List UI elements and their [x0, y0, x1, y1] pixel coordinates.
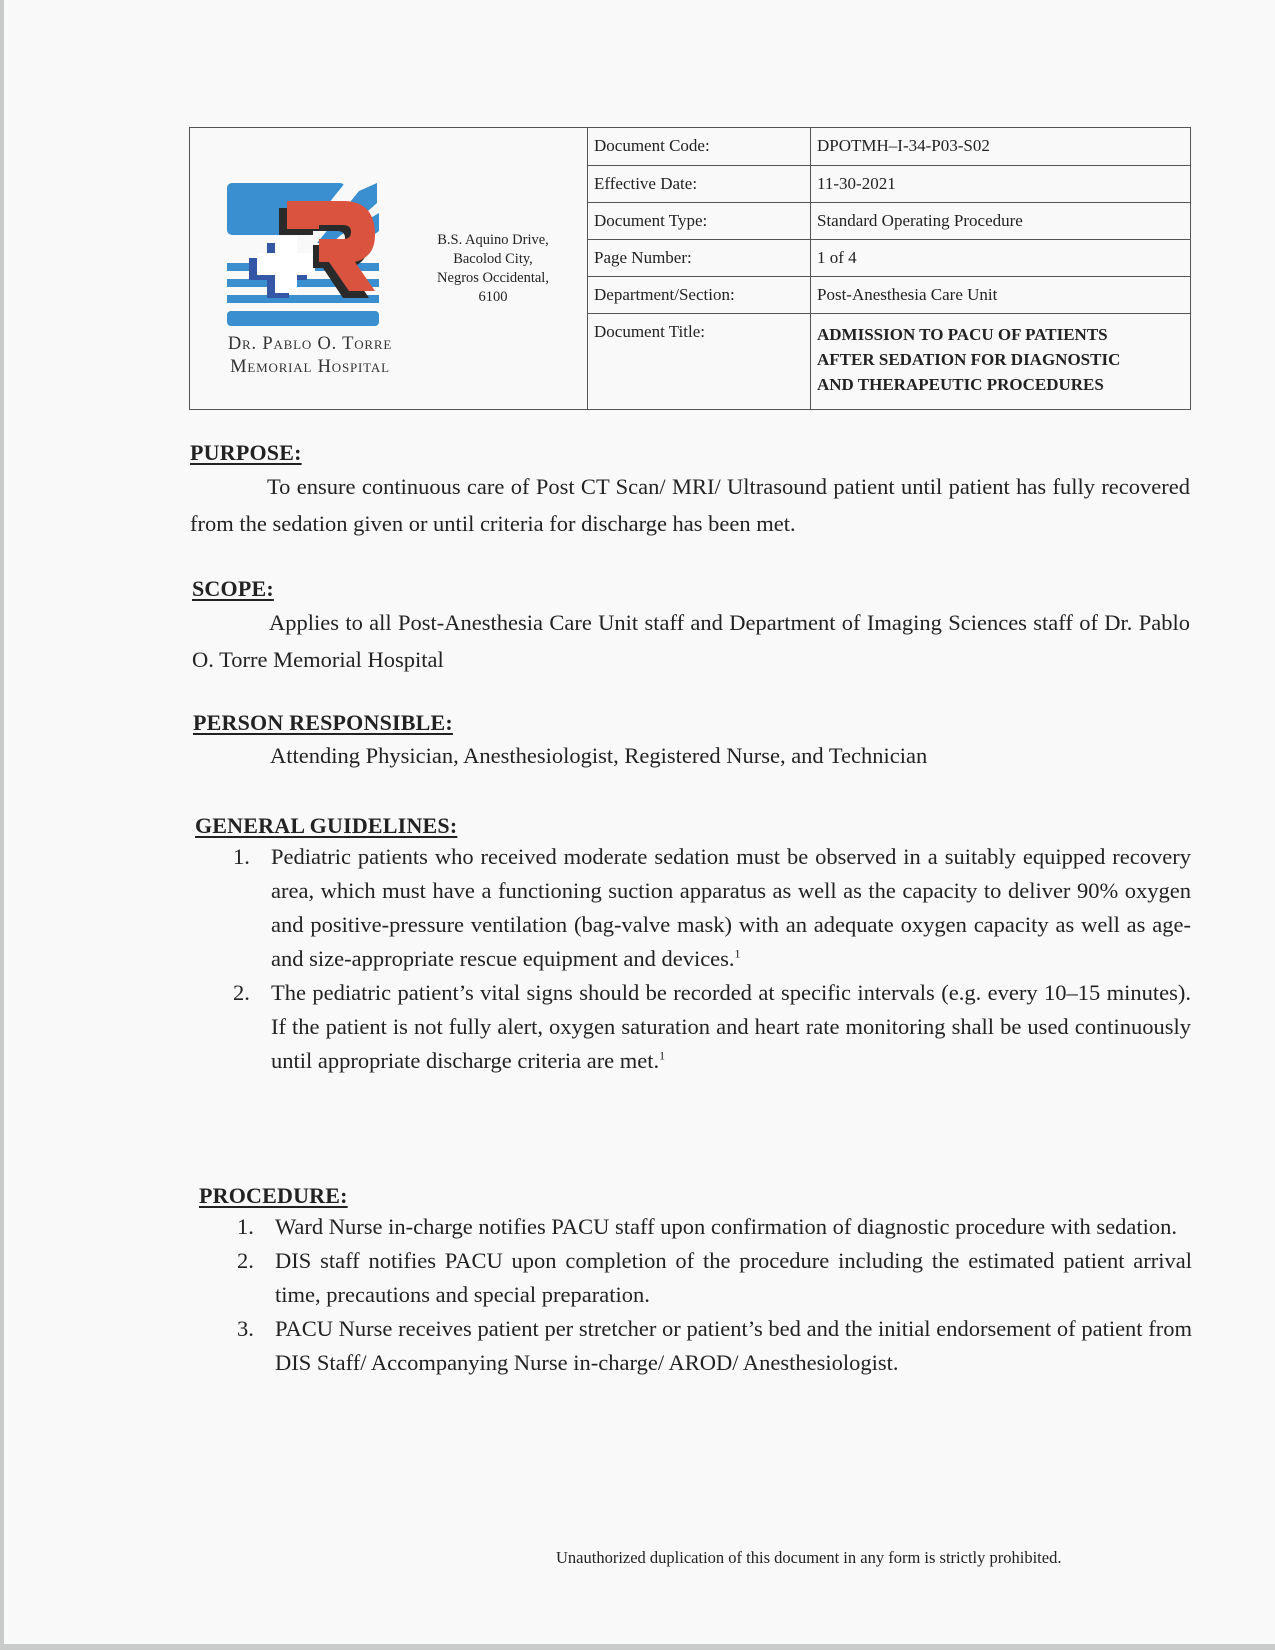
guideline-item: 2. The pediatric patient’s vital signs should be recorded at specific intervals (e.g. every 10–15 minutes). If the patient is not fully alert, oxygen saturation and heart rate monitoring shall be used continuously until appropriate discharge criteria are met.$^1$: [233, 980, 1191, 1073]
footnote-ref: 1: [734, 946, 741, 961]
hospital-name: Dr. Pablo O. Torre Memorial Hospital: [227, 334, 393, 377]
procedure-step: 3. PACU Nurse receives patient per stretcher or patient’s bed and the initial endorsement of patient from DIS Staff/ Accompanying Nurse in-charge/ AROD/ Anesthesiologist.: [237, 1316, 1192, 1375]
procedure-list: [237, 1210, 1192, 1380]
purpose-heading: PURPOSE:: [190, 440, 302, 465]
general-guidelines-heading: GENERAL GUIDELINES:: [195, 813, 458, 838]
procedure-step: 1. Ward Nurse in-charge notifies PACU staff upon confirmation of diagnostic procedure with sedation.: [237, 1214, 1177, 1239]
guideline-item: 1. Pediatric patients who received moderate sedation must be observed in a suitably equipped recovery area, which must have a functioning suction apparatus as well as the capacity to deliver 90% oxygen and positive-pressure ventilation (bag-valve mask) with an adequate oxygen capacity as well as age- and size-appropriate rescue equipment and devices.$^1$: [233, 844, 1191, 971]
procedure-heading: PROCEDURE:: [199, 1183, 348, 1208]
scope-heading: SCOPE:: [192, 576, 274, 601]
meta-row-document-title: Document Title: ADMISSION TO PACU OF PATIENTS AFTER SEDATION FOR DIAGNOSTIC AND THERAPEUTIC PROCEDURES: [588, 314, 1190, 409]
document-title: ADMISSION TO PACU OF PATIENTS AFTER SEDATION FOR DIAGNOSTIC AND THERAPEUTIC PROCEDURES: [817, 325, 1121, 394]
person-responsible-text: Attending Physician, Anesthesiologist, Registered Nurse, and Technician: [270, 743, 928, 768]
meta-row-effective-date: Effective Date: 11-30-2021: [588, 166, 1190, 203]
procedure-step: 2. DIS staff notifies PACU upon completion of the procedure including the estimated patient arrival time, precautions and special preparation.: [237, 1248, 1192, 1307]
document-page: [4, 0, 1275, 1644]
meta-row-document-type: Document Type: Standard Operating Procedure: [588, 203, 1190, 240]
hospital-identity-cell: [190, 128, 588, 409]
hospital-logo-icon: [227, 183, 382, 326]
purpose-text: To ensure continuous care of Post CT Scan/ MRI/ Ultrasound patient until patient has fully recovered from the sedation given or until criteria for discharge has been met.: [190, 474, 1190, 536]
scope-text: Applies to all Post-Anesthesia Care Unit staff and Department of Imaging Sciences staff of Dr. Pablo O. Torre Memorial Hospital: [192, 610, 1190, 672]
hospital-address: B.S. Aquino Drive, Bacolod City, Negros Occidental, 6100: [437, 232, 549, 305]
meta-row-document-code: Document Code: DPOTMH–I-34-P03-S02: [588, 128, 1190, 166]
duplication-notice: Unauthorized duplication of this document in any form is strictly prohibited.: [556, 1548, 1062, 1567]
document-header-table: [189, 127, 1191, 410]
document-metadata: [588, 128, 1190, 409]
footnote-ref: 1: [659, 1048, 666, 1063]
meta-row-department: Department/Section: Post-Anesthesia Care Unit: [588, 277, 1190, 314]
meta-row-page-number: Page Number: 1 of 4: [588, 240, 1190, 277]
person-responsible-heading: PERSON RESPONSIBLE:: [193, 710, 453, 735]
general-guidelines-list: [233, 840, 1191, 1078]
